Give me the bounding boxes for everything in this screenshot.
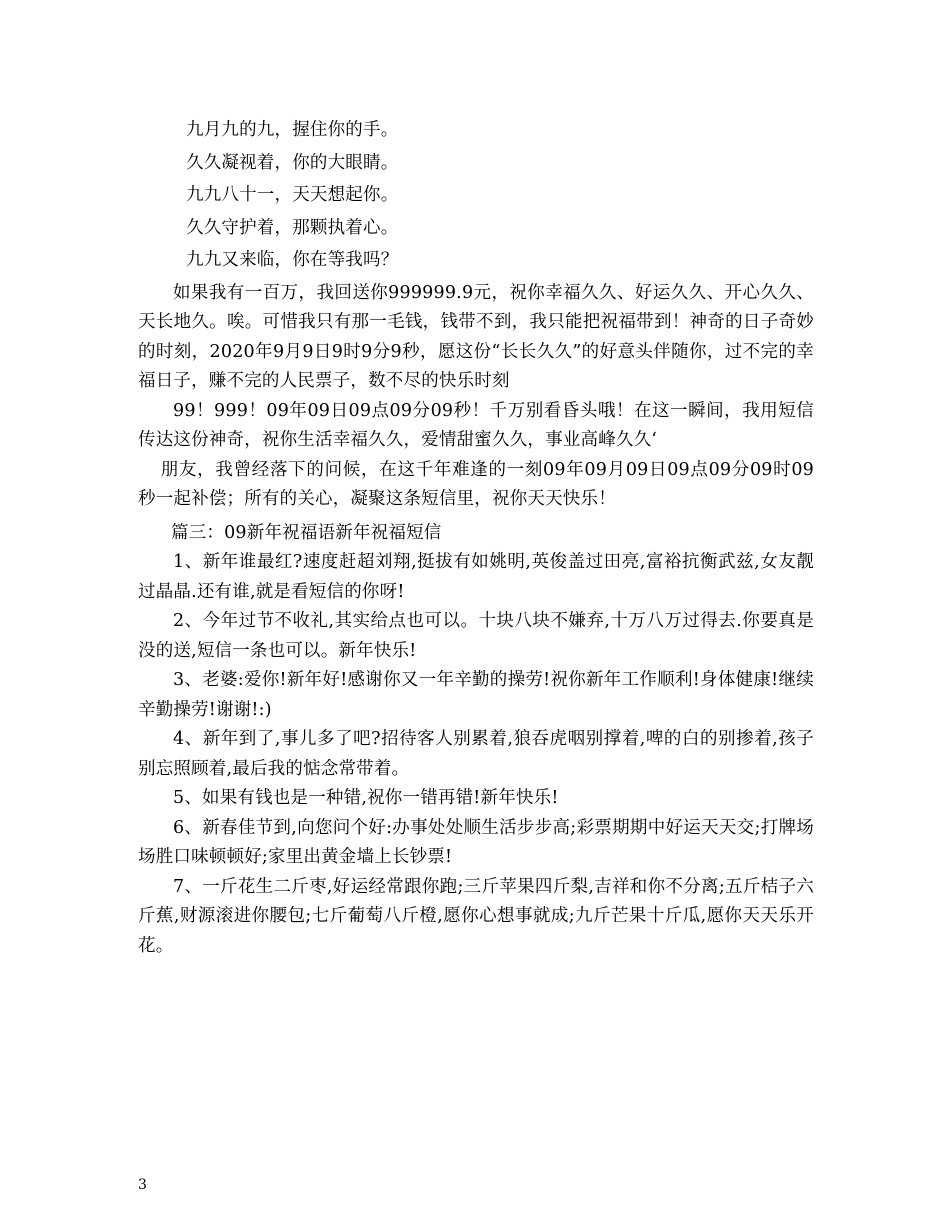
list-item: 3、老婆:爱你!新年好!感谢你又一年辛勤的操劳!祝你新年工作顺利!身体健康!继续辛勤操劳!谢谢!:) [138, 670, 814, 720]
list-item: 7、一斤花生二斤枣,好运经常跟你跑;三斤苹果四斤梨,吉祥和你不分离;五斤桔子六斤蕉,财源滚进你腰包;七斤葡萄八斤橙,愿你心想事就成;九斤芒果十斤瓜,愿你天天乐开花。 [138, 876, 814, 956]
paragraph: 如果我有一百万，我回送你999999.9元，祝你幸福久久、好运久久、开心久久、天长地久。唉。可惜我只有那一毛钱，钱带不到，我只能把祝福带到！神奇的日子奇妙的时刻，2020年9月9日9时9分9秒，愿这份“长长久久”的好意头伴随你，过不完的幸福日子，赚不完的人民票子，数不尽的快乐时刻 [138, 282, 814, 391]
poem-line: 久久凝视着，你的大眼睛。 [186, 152, 399, 173]
paragraph: 99！999！09年09日09点09分09秒！千万别看昏头哦！在这一瞬间，我用短信传达这份神奇，祝你生活幸福久久，爱情甜蜜久久，事业高峰久久‘ [138, 400, 814, 450]
list-item: 1、新年谁最红?速度赶超刘翔,挺拔有如姚明,英俊盖过田亮,富裕抗衡武兹,女友靓过晶晶.还有谁,就是看短信的你呀! [138, 552, 814, 602]
poem-line: 久久守护着，那颗执着心。 [186, 217, 399, 238]
section-heading: 篇三：09新年祝福语新年祝福短信 [171, 522, 442, 543]
list-item: 6、新春佳节到,向您问个好:办事处处顺生活步步高;彩票期期中好运天天交;打牌场场胜口味顿顿好;家里出黄金墙上长钞票! [138, 817, 814, 867]
poem-line: 九九又来临，你在等我吗？ [186, 250, 399, 270]
poem-line: 九月九的九，握住你的手。 [186, 120, 399, 140]
document-body [138, 116, 814, 961]
poem-line: 九九八十一，天天想起你。 [186, 185, 399, 205]
list-item: 2、今年过节不收礼,其实给点也可以。十块八块不嫌弃,十万八万过得去.你要真是没的送,短信一条也可以。新年快乐! [138, 611, 814, 661]
paragraph: 朋友，我曾经落下的问候，在这千年难逢的一刻09年09月09日09点09分09时09秒一起补偿；所有的关心，凝聚这条短信里，祝你天天快乐！ [138, 459, 814, 509]
list-item: 4、新年到了,事儿多了吧?招待客人别累着,狼吞虎咽别撑着,啤的白的别掺着,孩子别忘照顾着,最后我的惦念常带着。 [138, 729, 814, 779]
list-item: 5、如果有钱也是一种错,祝你一错再错!新年快乐! [173, 788, 559, 808]
page-number: 3 [138, 1177, 147, 1193]
